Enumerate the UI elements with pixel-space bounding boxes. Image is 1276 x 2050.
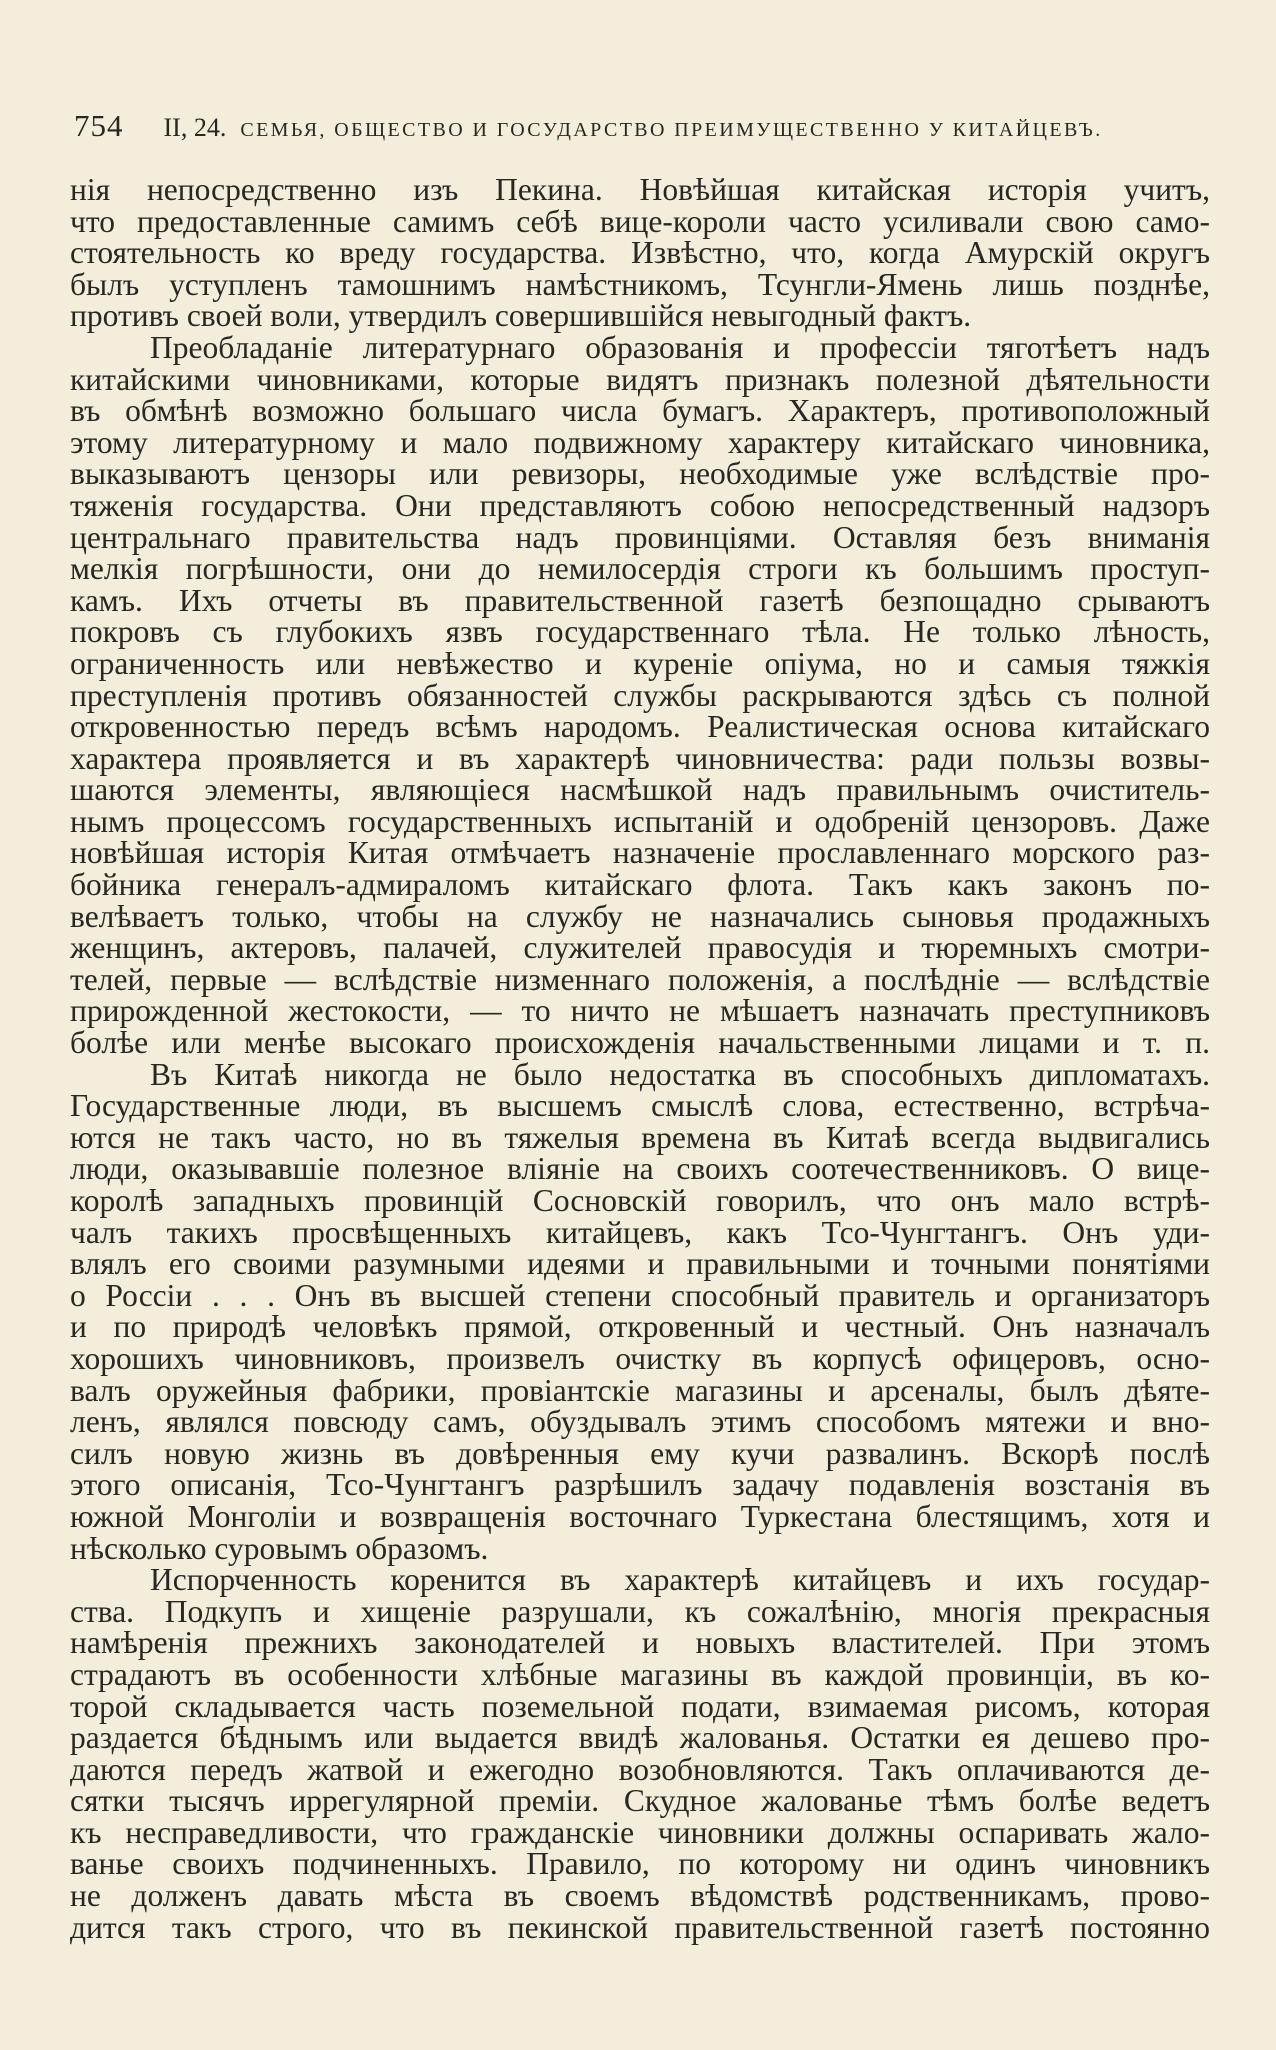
text-line: что предоставленные самимъ себѣ вице-короли часто усиливали свою само-: [70, 203, 1210, 239]
text-line: ются не такъ часто, но въ тяжелыя времена въ Китаѣ всегда выдвигались: [70, 1119, 1210, 1155]
running-title: СЕМЬЯ, ОБЩЕСТВО И ГОСУДАРСТВО ПРЕИМУЩЕСТВЕННО У КИТАЙЦЕВЪ.: [240, 119, 1103, 141]
page-number: 754: [74, 108, 124, 143]
text-line: валъ оружейныя фабрики, провіантскіе магазины и арсеналы, былъ дѣяте-: [70, 1372, 1210, 1408]
text-line: бойника генералъ-адмираломъ китайскаго флота. Такъ какъ законъ по-: [70, 867, 1210, 903]
text-line: былъ уступленъ тамошнимъ намѣстникомъ, Тсунгли-Ямень лишь позднѣе,: [70, 266, 1210, 302]
text-line: болѣе или менѣе высокаго происхожденія начальственными лицами и т. п.: [70, 1025, 1210, 1061]
text-line: центральнаго правительства надъ провинціями. Оставляя безъ вниманія: [70, 519, 1210, 555]
section-number: II, 24.: [163, 113, 227, 142]
text-line: о Россіи . . . Онъ въ высшей степени способный правитель и организаторъ: [70, 1277, 1210, 1313]
text-line: шаются элементы, являющіеся насмѣшкой надъ правильнымъ очиститель-: [70, 772, 1210, 808]
text-line: Испорченность коренится въ характерѣ китайцевъ и ихъ государ-: [150, 1562, 1210, 1598]
text-line: торой складывается часть поземельной подати, взимаемая рисомъ, которая: [70, 1688, 1210, 1724]
body-text: [70, 174, 1210, 1943]
text-line: преступленія противъ обязанностей службы раскрываются здѣсь съ полной: [70, 677, 1210, 713]
text-line: и по природѣ человѣкъ прямой, откровенный и честный. Онъ назначалъ: [70, 1309, 1210, 1345]
text-line: этому литературному и мало подвижному характеру китайскаго чиновника,: [70, 424, 1210, 460]
text-line: нымъ процессомъ государственныхъ испытаній и одобреній цензоровъ. Даже: [70, 803, 1210, 839]
text-line: къ несправедливости, что гражданскіе чиновники должны оспаривать жало-: [70, 1814, 1210, 1850]
text-line: чалъ такихъ просвѣщенныхъ китайцевъ, какъ Тсо-Чунгтангъ. Онъ уди-: [70, 1214, 1210, 1250]
text-line: этого описанія, Тсо-Чунгтангъ разрѣшилъ задачу подавленія возстанія въ: [70, 1467, 1210, 1503]
text-line: Государственные люди, въ высшемъ смыслѣ слова, естественно, встрѣча-: [70, 1088, 1210, 1124]
text-line: люди, оказывавшіе полезное вліяніе на своихъ соотечественниковъ. О вице-: [70, 1151, 1210, 1187]
text-line: характера проявляется и въ характерѣ чиновничества: ради пользы возвы-: [70, 740, 1210, 776]
text-line: королѣ западныхъ провинцій Сосновскій говорилъ, что онъ мало встрѣ-: [70, 1183, 1210, 1218]
text-line: раздается бѣднымъ или выдается ввидѣ жалованья. Остатки ея дешево про-: [70, 1720, 1210, 1756]
text-line: камъ. Ихъ отчеты въ правительственной газетѣ безпощадно срываютъ: [70, 582, 1210, 618]
text-line: телей, первые — вслѣдствіе низменнаго положенія, а послѣдніе — вслѣдствіе: [70, 961, 1210, 997]
text-line: нѣсколько суровымъ образомъ.: [70, 1530, 489, 1566]
text-line: дится такъ строго, что въ пекинской правительственной газетѣ постоянно: [70, 1909, 1210, 1945]
text-line: намѣренія прежнихъ законодателей и новыхъ властителей. При этомъ: [70, 1625, 1210, 1661]
text-line: сятки тысячъ иррегулярной преміи. Скудное жалованье тѣмъ болѣе ведетъ: [70, 1783, 1210, 1819]
text-line: Преобладаніе литературнаго образованія и профессіи тяготѣетъ надъ: [150, 329, 1210, 365]
text-line: страдаютъ въ особенности хлѣбные магазины въ каждой провинціи, въ ко-: [70, 1656, 1210, 1692]
text-line: тяженія государства. Они представляютъ собою непосредственный надзоръ: [70, 487, 1210, 523]
text-line: прирожденной жестокости, — то ничто не мѣшаетъ назначать преступниковъ: [70, 993, 1210, 1029]
text-line: ванье своихъ подчиненныхъ. Правило, по которому ни одинъ чиновникъ: [70, 1846, 1210, 1882]
text-line: китайскими чиновниками, которые видятъ признакъ полезной дѣятельности: [70, 361, 1210, 397]
text-line: даются передъ жатвой и ежегодно возобновляются. Такъ оплачиваются де-: [70, 1751, 1210, 1787]
text-line: велѣваетъ только, чтобы на службу не назначались сыновья продажныхъ: [70, 898, 1210, 934]
book-page: [70, 108, 1210, 1943]
text-line: стоятельность ко вреду государства. Извѣстно, что, когда Амурскій округъ: [70, 235, 1210, 271]
text-line: женщинъ, актеровъ, палачей, служителей правосудія и тюремныхъ смотри-: [70, 930, 1210, 966]
text-line: новѣйшая исторія Китая отмѣчаетъ назначеніе прославленнаго морского раз-: [70, 835, 1210, 871]
text-line: въ обмѣнѣ возможно большаго числа бумагъ. Характеръ, противоположный: [70, 393, 1210, 429]
text-line: ства. Подкупъ и хищеніе разрушали, къ сожалѣнію, многія прекрасныя: [70, 1593, 1210, 1629]
text-line: выказываютъ цензоры или ревизоры, необходимые уже вслѣдствіе про-: [70, 456, 1210, 492]
text-line: противъ своей воли, утвердилъ совершившійся невыгодный фактъ.: [70, 298, 972, 334]
text-line: не долженъ давать мѣста въ своемъ вѣдомствѣ родственникамъ, прово-: [70, 1878, 1210, 1914]
text-line: покровъ съ глубокихъ язвъ государственнаго тѣла. Не только лѣность,: [70, 614, 1210, 650]
text-line: ленъ, являлся повсюду самъ, обуздывалъ этимъ способомъ мятежи и вно-: [70, 1404, 1210, 1440]
text-line: нія непосредственно изъ Пекина. Новѣйшая китайская исторія учитъ,: [70, 172, 1210, 207]
text-line: южной Монголіи и возвращенія восточнаго Туркестана блестящимъ, хотя и: [70, 1498, 1210, 1534]
running-header: [70, 108, 1210, 152]
text-line: Въ Китаѣ никогда не было недостатка въ способныхъ дипломатахъ.: [150, 1056, 1210, 1092]
text-line: влялъ его своими разумными идеями и правильными и точными понятіями: [70, 1246, 1210, 1282]
text-line: мелкія погрѣшности, они до немилосердія строги къ большимъ проступ-: [70, 551, 1210, 587]
text-line: силъ новую жизнь въ довѣренныя ему кучи развалинъ. Вскорѣ послѣ: [70, 1435, 1210, 1471]
text-line: откровенностью передъ всѣмъ народомъ. Реалистическая основа китайскаго: [70, 709, 1210, 745]
text-line: хорошихъ чиновниковъ, произвелъ очистку въ корпусѣ офицеровъ, осно-: [70, 1340, 1210, 1376]
text-line: ограниченность или невѣжество и куреніе опіума, но и самыя тяжкія: [70, 645, 1210, 681]
